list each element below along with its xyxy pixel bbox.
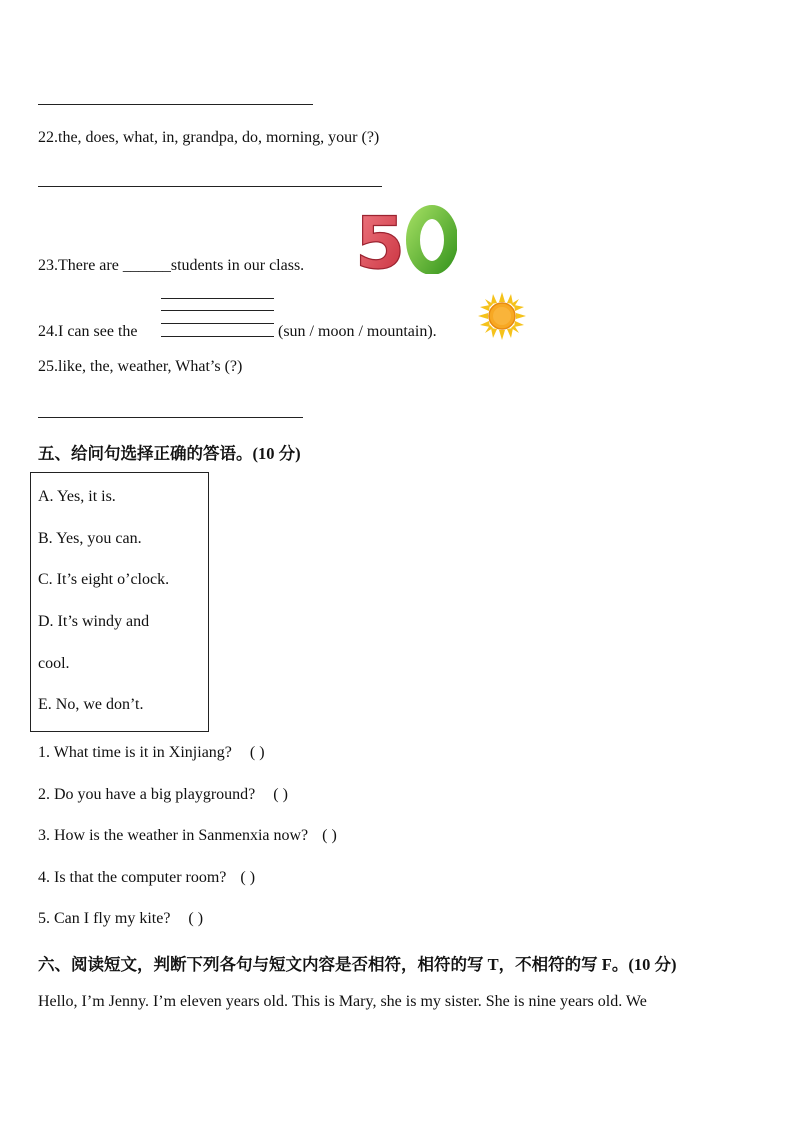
number-50-image [355, 204, 457, 274]
q24-prefix: 24.I can see the [38, 323, 138, 340]
question-3-answer[interactable]: ( ) [322, 827, 337, 844]
sun-icon [478, 292, 526, 340]
section6-heading [38, 951, 676, 975]
section6-heading-part2: ，不相符的写 [498, 955, 602, 974]
question-4-text: 4. Is that the computer room? [38, 869, 227, 886]
section6-heading-t: T [487, 955, 499, 974]
q23-sentence [38, 257, 304, 275]
option-d: D. It’s windy and [38, 613, 150, 630]
section6-heading-part3: 。(10 分) [611, 955, 677, 974]
question-5 [38, 910, 250, 928]
option-c: C. It’s eight o’clock. [38, 571, 170, 588]
section6-passage: Hello, I’m Jenny. I’m eleven years old. This is Mary, she is my sister. She is nine years old. We [38, 993, 647, 1010]
option-a: A. Yes, it is. [38, 488, 116, 505]
question-1 [38, 744, 312, 762]
options-box [30, 472, 209, 732]
q23-suffix: students in our class. [170, 257, 305, 274]
q24-line-1 [161, 298, 274, 299]
question-4-answer[interactable]: ( ) [240, 869, 256, 886]
question-1-text: 1. What time is it in Xinjiang? [38, 744, 232, 761]
q22-answer-line[interactable] [38, 186, 382, 187]
q23-blank[interactable]: ______ [122, 257, 171, 274]
question-2 [38, 786, 335, 804]
question-3 [38, 827, 384, 845]
q24-line-3 [161, 323, 274, 324]
question-3-text: 3. How is the weather in Sanmenxia now? [38, 827, 309, 844]
digit-0-overlay [413, 212, 451, 268]
section6-heading-part1: 六、阅读短文，判断下列各句与短文内容是否相符，相符的写 [38, 955, 488, 974]
question-5-text: 5. Can I fly my kite? [38, 910, 171, 927]
q25-answer-line[interactable] [38, 417, 303, 418]
q24-line-2 [161, 310, 274, 311]
q24-line-4[interactable] [161, 336, 274, 337]
option-e: E. No, we don’t. [38, 696, 144, 713]
q21-answer-line[interactable] [38, 104, 313, 105]
q25-text: 25.like, the, weather, What’s (?) [38, 358, 243, 375]
q22-text: 22.the, does, what, in, grandpa, do, morning, your (?) [38, 129, 380, 146]
q23-prefix: 23.There are [38, 257, 123, 274]
option-b: B. Yes, you can. [38, 530, 142, 547]
digit-5: 5 [355, 204, 402, 274]
section5-heading: 五、给问句选择正确的答语。(10 分) [38, 444, 301, 463]
question-4 [38, 869, 302, 887]
question-1-answer[interactable]: ( ) [249, 744, 265, 761]
q24-suffix: (sun / moon / mountain). [278, 323, 437, 340]
question-2-answer[interactable]: ( ) [273, 786, 288, 803]
question-2-text: 2. Do you have a big playground? [38, 786, 256, 803]
section6-heading-f: F [601, 955, 612, 974]
option-d-cont: cool. [38, 655, 70, 672]
question-5-answer[interactable]: ( ) [188, 910, 204, 927]
